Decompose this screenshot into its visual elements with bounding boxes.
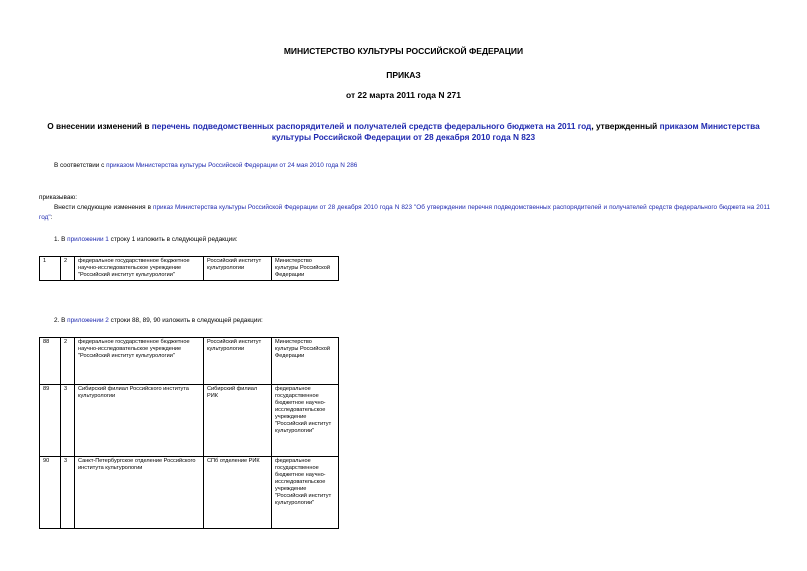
subject-list-link[interactable]: перечень подведомственных распорядителей и получателей средств федерального бюджета на 2011 год [151, 121, 592, 131]
intro-prefix: Внести следующие изменения в [54, 204, 154, 211]
table-cell: 90 [40, 457, 61, 529]
table-cell: 2 [61, 257, 75, 281]
item2-link[interactable]: приложении 2 [67, 317, 109, 324]
intro-link[interactable]: приказ Министерства культуры Российской Федерации от 28 декабря 2010 года N 823 "Об утверждении перечня подведомственных распорядителей и получателей средств федерального бюджета на 2011 год" [39, 204, 771, 221]
table-cell: федеральное государственное бюджетное научно-исследовательское учреждение "Российский институт культурологии" [75, 338, 204, 385]
order-word: приказываю: [39, 194, 77, 201]
table-cell: СПб отделение РИК [204, 457, 272, 529]
table2 [39, 337, 339, 529]
table-cell: 3 [61, 385, 75, 457]
table-cell: Российский институт культурологии [204, 338, 272, 385]
intro-paragraph [39, 203, 770, 223]
table-cell: 3 [61, 457, 75, 529]
item1-suffix: строку 1 изложить в следующей редакции: [108, 236, 238, 243]
table-cell: федеральное государственное бюджетное научно-исследовательское учреждение "Российский институт культурологии" [272, 385, 339, 457]
doc-date-number: от 22 марта 2011 года N 271 [345, 90, 462, 100]
item2-paragraph [54, 316, 263, 325]
table-cell: Министерство культуры Российской Федерации [272, 338, 339, 385]
table-cell: Российский институт культурологии [204, 257, 272, 281]
subject-middle: , утвержденный [591, 121, 660, 131]
ministry-title: МИНИСТЕРСТВО КУЛЬТУРЫ РОССИЙСКОЙ ФЕДЕРАЦИИ [283, 46, 524, 56]
item2-prefix: 2. В [54, 317, 68, 324]
intro-suffix: : [50, 214, 53, 221]
table-row [40, 338, 339, 385]
table-cell: Сибирский филиал РИК [204, 385, 272, 457]
item1-paragraph [54, 235, 238, 244]
table-cell: 2 [61, 338, 75, 385]
table-cell: федеральное государственное бюджетное научно-исследовательское учреждение "Российский институт культурологии" [272, 457, 339, 529]
basis-prefix: В соответствии с [54, 162, 107, 169]
item2-suffix: строки 88, 89, 90 изложить в следующей редакции: [108, 317, 263, 324]
table-cell: 1 [40, 257, 61, 281]
item1-prefix: 1. В [54, 236, 68, 243]
subject-prefix: О внесении изменений в [47, 121, 152, 131]
table-row [40, 385, 339, 457]
table1 [39, 256, 339, 281]
basis-link[interactable]: приказом Министерства культуры Российской Федерации от 24 мая 2010 года N 286 [106, 162, 358, 169]
table-cell: федеральное государственное бюджетное научно-исследовательское учреждение "Российский институт культурологии" [75, 257, 204, 281]
basis-paragraph [54, 161, 774, 170]
table-cell: 89 [40, 385, 61, 457]
doc-subject [40, 121, 767, 143]
table-row [40, 257, 339, 281]
table-cell: Министерство культуры Российской Федерации [272, 257, 339, 281]
doc-type: ПРИКАЗ [386, 70, 421, 80]
item1-link[interactable]: приложении 1 [67, 236, 109, 243]
table-row [40, 457, 339, 529]
table-cell: 88 [40, 338, 61, 385]
subject-order-link[interactable]: приказом Министерства культуры Российской Федерации от 28 декабря 2010 года N 823 [271, 121, 760, 142]
table-cell: Сибирский филиал Российского института культурологии [75, 385, 204, 457]
table-cell: Санкт-Петербургское отделение Российского института культурологии [75, 457, 204, 529]
